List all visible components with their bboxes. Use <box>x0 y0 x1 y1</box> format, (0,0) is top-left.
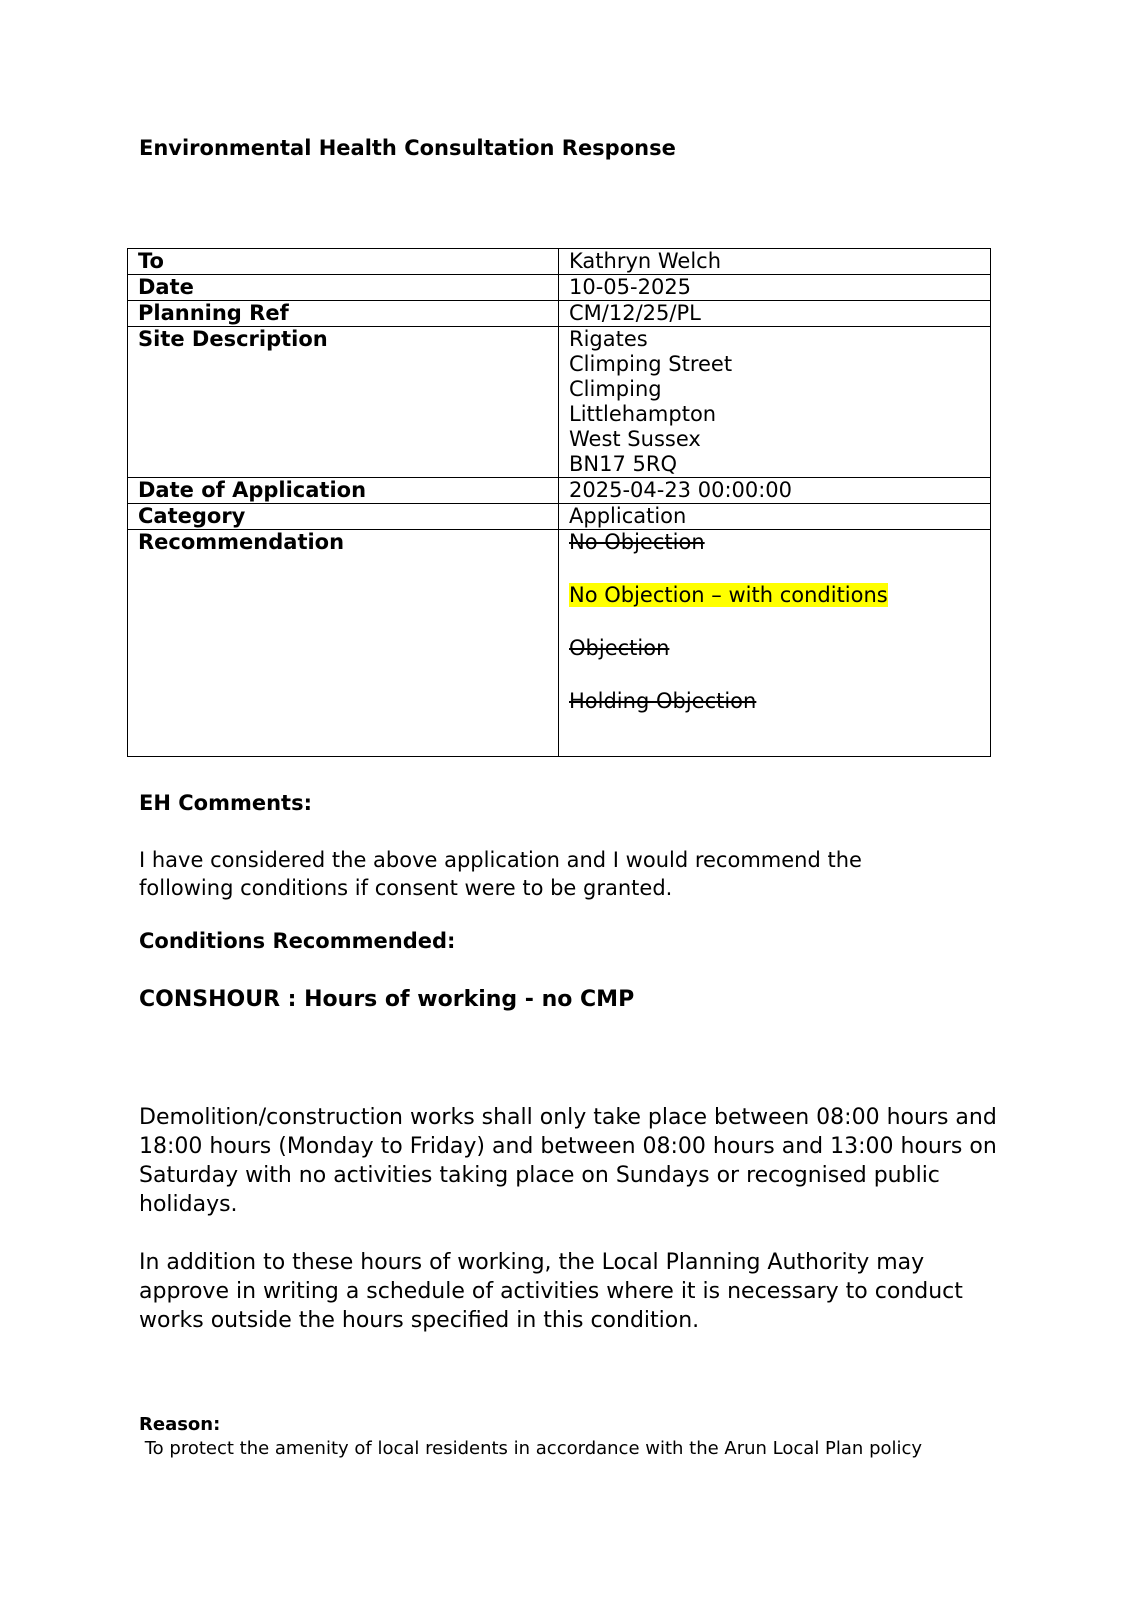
address-line: Climping <box>569 377 662 401</box>
consultation-details-table <box>127 248 991 757</box>
site-description-label: Site Description <box>128 327 559 478</box>
date-of-application-value: 2025-04-23 00:00:00 <box>559 478 991 504</box>
planning-ref-label: Planning Ref <box>128 301 559 327</box>
planning-ref-value: CM/12/25/PL <box>559 301 991 327</box>
table-row-recommendation <box>128 530 991 757</box>
date-of-application-label: Date of Application <box>128 478 559 504</box>
address-line: Rigates <box>569 327 648 351</box>
address-line: West Sussex <box>569 427 701 451</box>
condition-paragraph: Demolition/construction works shall only take place between 08:00 hours and 18:00 hours (Monday to Friday) and between 08:00 hours and 13:00 hours on Saturday with no activities taking place on Sundays or recognised public holidays. <box>139 1105 997 1217</box>
address-line: BN17 5RQ <box>569 452 677 476</box>
date-value: 10-05-2025 <box>559 275 991 301</box>
condition-title: CONSHOUR : Hours of working - no CMP <box>139 987 635 1012</box>
table-row-planning-ref <box>128 301 991 327</box>
recommendation-options <box>559 530 991 757</box>
category-label: Category <box>128 504 559 530</box>
to-label: To <box>128 249 559 275</box>
site-description-value <box>559 327 991 478</box>
eh-comments-intro: I have considered the above application and I would recommend the following conditions if consent were to be granted. <box>139 848 862 900</box>
to-value: Kathryn Welch <box>559 249 991 275</box>
selected-recommendation: No Objection – with conditions <box>569 583 888 607</box>
reason-label: Reason: <box>139 1414 221 1435</box>
date-label: Date <box>128 275 559 301</box>
address-line: Littlehampton <box>569 402 717 426</box>
table-row-date-of-application <box>128 478 991 504</box>
conditions-heading: Conditions Recommended: <box>139 929 456 953</box>
table-row-category <box>128 504 991 530</box>
recommendation-option-no-objection-with-conditions <box>569 583 990 608</box>
recommendation-option-holding-objection: Holding Objection <box>569 689 757 713</box>
document-title: Environmental Health Consultation Response <box>139 136 676 160</box>
recommendation-option-no-objection: No Objection <box>569 530 705 554</box>
address-line: Climping Street <box>569 352 733 376</box>
table-row-to <box>128 249 991 275</box>
table-row-site-description <box>128 327 991 478</box>
eh-comments-heading: EH Comments: <box>139 791 312 815</box>
category-value: Application <box>559 504 991 530</box>
recommendation-label: Recommendation <box>128 530 559 757</box>
recommendation-option-objection: Objection <box>569 636 670 660</box>
reason-text: To protect the amenity of local residents in accordance with the Arun Local Plan policy <box>139 1438 923 1459</box>
table-row-date <box>128 275 991 301</box>
condition-paragraph: In addition to these hours of working, the Local Planning Authority may approve in writing a schedule of activities where it is necessary to conduct works outside the hours specified in this condition. <box>139 1250 963 1333</box>
